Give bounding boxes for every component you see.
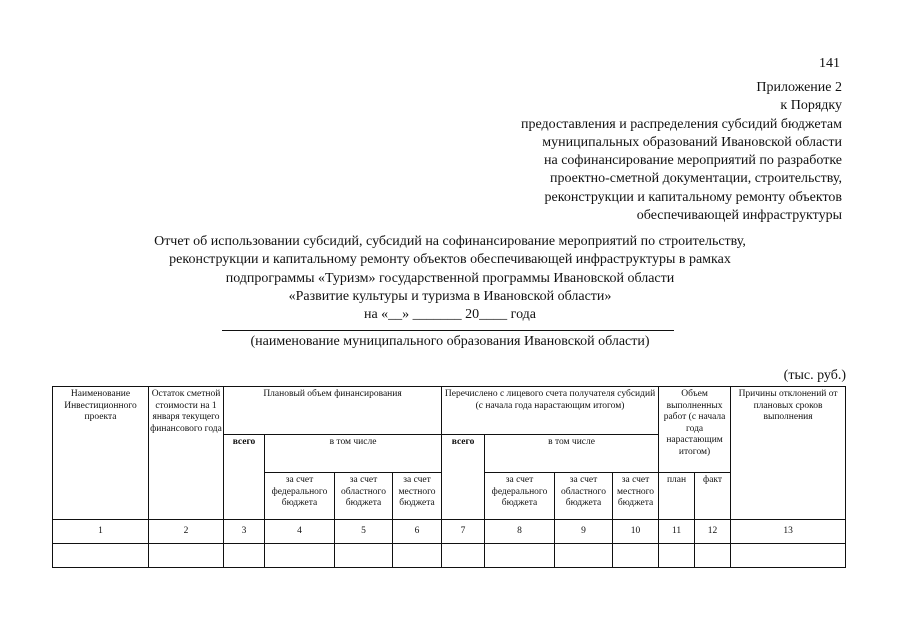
- header-planned-including: в том числе: [265, 435, 442, 473]
- title-line: реконструкции и капитальному ремонту объектов обеспечивающей инфраструктуры в рамках: [169, 252, 731, 268]
- org-name-caption: (наименование муниципального образования Ивановской области): [250, 334, 650, 349]
- column-number: 5: [335, 520, 393, 544]
- column-number: 13: [731, 520, 846, 544]
- header-planned-regional: за счет областного бюджета: [335, 473, 393, 520]
- header-works-volume: Объем выполненных работ (с начала года нарастающим итогом): [659, 387, 731, 473]
- header-transferred-local: за счет местного бюджета: [613, 473, 659, 520]
- table-row: [53, 544, 846, 568]
- header-plan: план: [659, 473, 695, 520]
- appendix-line: реконструкции и капитальному ремонту объектов: [544, 189, 842, 205]
- header-transferred-federal: за счет федерального бюджета: [485, 473, 555, 520]
- header-transferred-total: всего: [442, 435, 485, 520]
- table-header-row: [53, 387, 846, 435]
- table-cell: [442, 544, 485, 568]
- column-numbers-row: [53, 520, 846, 544]
- header-planned-federal: за счет федерального бюджета: [265, 473, 335, 520]
- column-number: 11: [659, 520, 695, 544]
- column-number: 2: [149, 520, 224, 544]
- appendix-line: проектно-сметной документации, строительству,: [549, 171, 842, 187]
- appendix-line: на софинансирование мероприятий по разработке: [544, 153, 842, 169]
- table-cell: [393, 544, 442, 568]
- column-number: 3: [224, 520, 265, 544]
- header-transferred: Перечислено с лицевого счета получателя субсидий (с начала года нарастающим итогом): [442, 387, 659, 435]
- table-cell: [149, 544, 224, 568]
- table-cell: [335, 544, 393, 568]
- column-number: 1: [53, 520, 149, 544]
- appendix-line: предоставления и распределения субсидий бюджетам: [520, 116, 842, 132]
- header-planned-volume: Плановый объем финансирования: [224, 387, 442, 435]
- header-planned-local: за счет местного бюджета: [393, 473, 442, 520]
- table-cell: [731, 544, 846, 568]
- header-project-name: Наименование Инвестиционного проекта: [53, 387, 149, 520]
- table-cell: [613, 544, 659, 568]
- header-estimate-balance: Остаток сметной стоимости на 1 января текущего финансового года: [149, 387, 224, 520]
- column-number: 9: [555, 520, 613, 544]
- report-date-line: на «__» _______ 20____ года: [363, 307, 537, 323]
- report-table: [52, 386, 846, 568]
- header-fact: факт: [695, 473, 731, 520]
- units-label: (тыс. руб.): [783, 368, 846, 383]
- header-deviation-reasons: Причины отклонений от плановых сроков выполнения: [731, 387, 846, 520]
- appendix-line: обеспечивающей инфраструктуры: [636, 208, 842, 224]
- appendix-header: [422, 79, 842, 225]
- title-line: «Развитие культуры и туризма в Ивановской области»: [288, 288, 612, 304]
- column-number: 12: [695, 520, 731, 544]
- title-line: Отчет об использовании субсидий, субсидий на софинансирование мероприятий по строительству,: [154, 234, 746, 249]
- column-number: 6: [393, 520, 442, 544]
- column-number: 10: [613, 520, 659, 544]
- table-cell: [485, 544, 555, 568]
- title-line: подпрограммы «Туризм» государственной программы Ивановской области: [225, 270, 675, 286]
- column-number: 8: [485, 520, 555, 544]
- header-transferred-regional: за счет областного бюджета: [555, 473, 613, 520]
- appendix-line: Приложение 2: [756, 80, 842, 95]
- header-transferred-including: в том числе: [485, 435, 659, 473]
- column-number: 4: [265, 520, 335, 544]
- table-cell: [53, 544, 149, 568]
- page-number: 141: [819, 56, 840, 71]
- column-number: 7: [442, 520, 485, 544]
- appendix-line: к Порядку: [780, 98, 842, 114]
- table-cell: [659, 544, 695, 568]
- table-cell: [555, 544, 613, 568]
- header-planned-total: всего: [224, 435, 265, 520]
- report-title: [40, 233, 860, 324]
- table-cell: [224, 544, 265, 568]
- appendix-line: муниципальных образований Ивановской области: [542, 134, 842, 150]
- org-name-blank-line: [222, 330, 674, 331]
- table-cell: [265, 544, 335, 568]
- table-cell: [695, 544, 731, 568]
